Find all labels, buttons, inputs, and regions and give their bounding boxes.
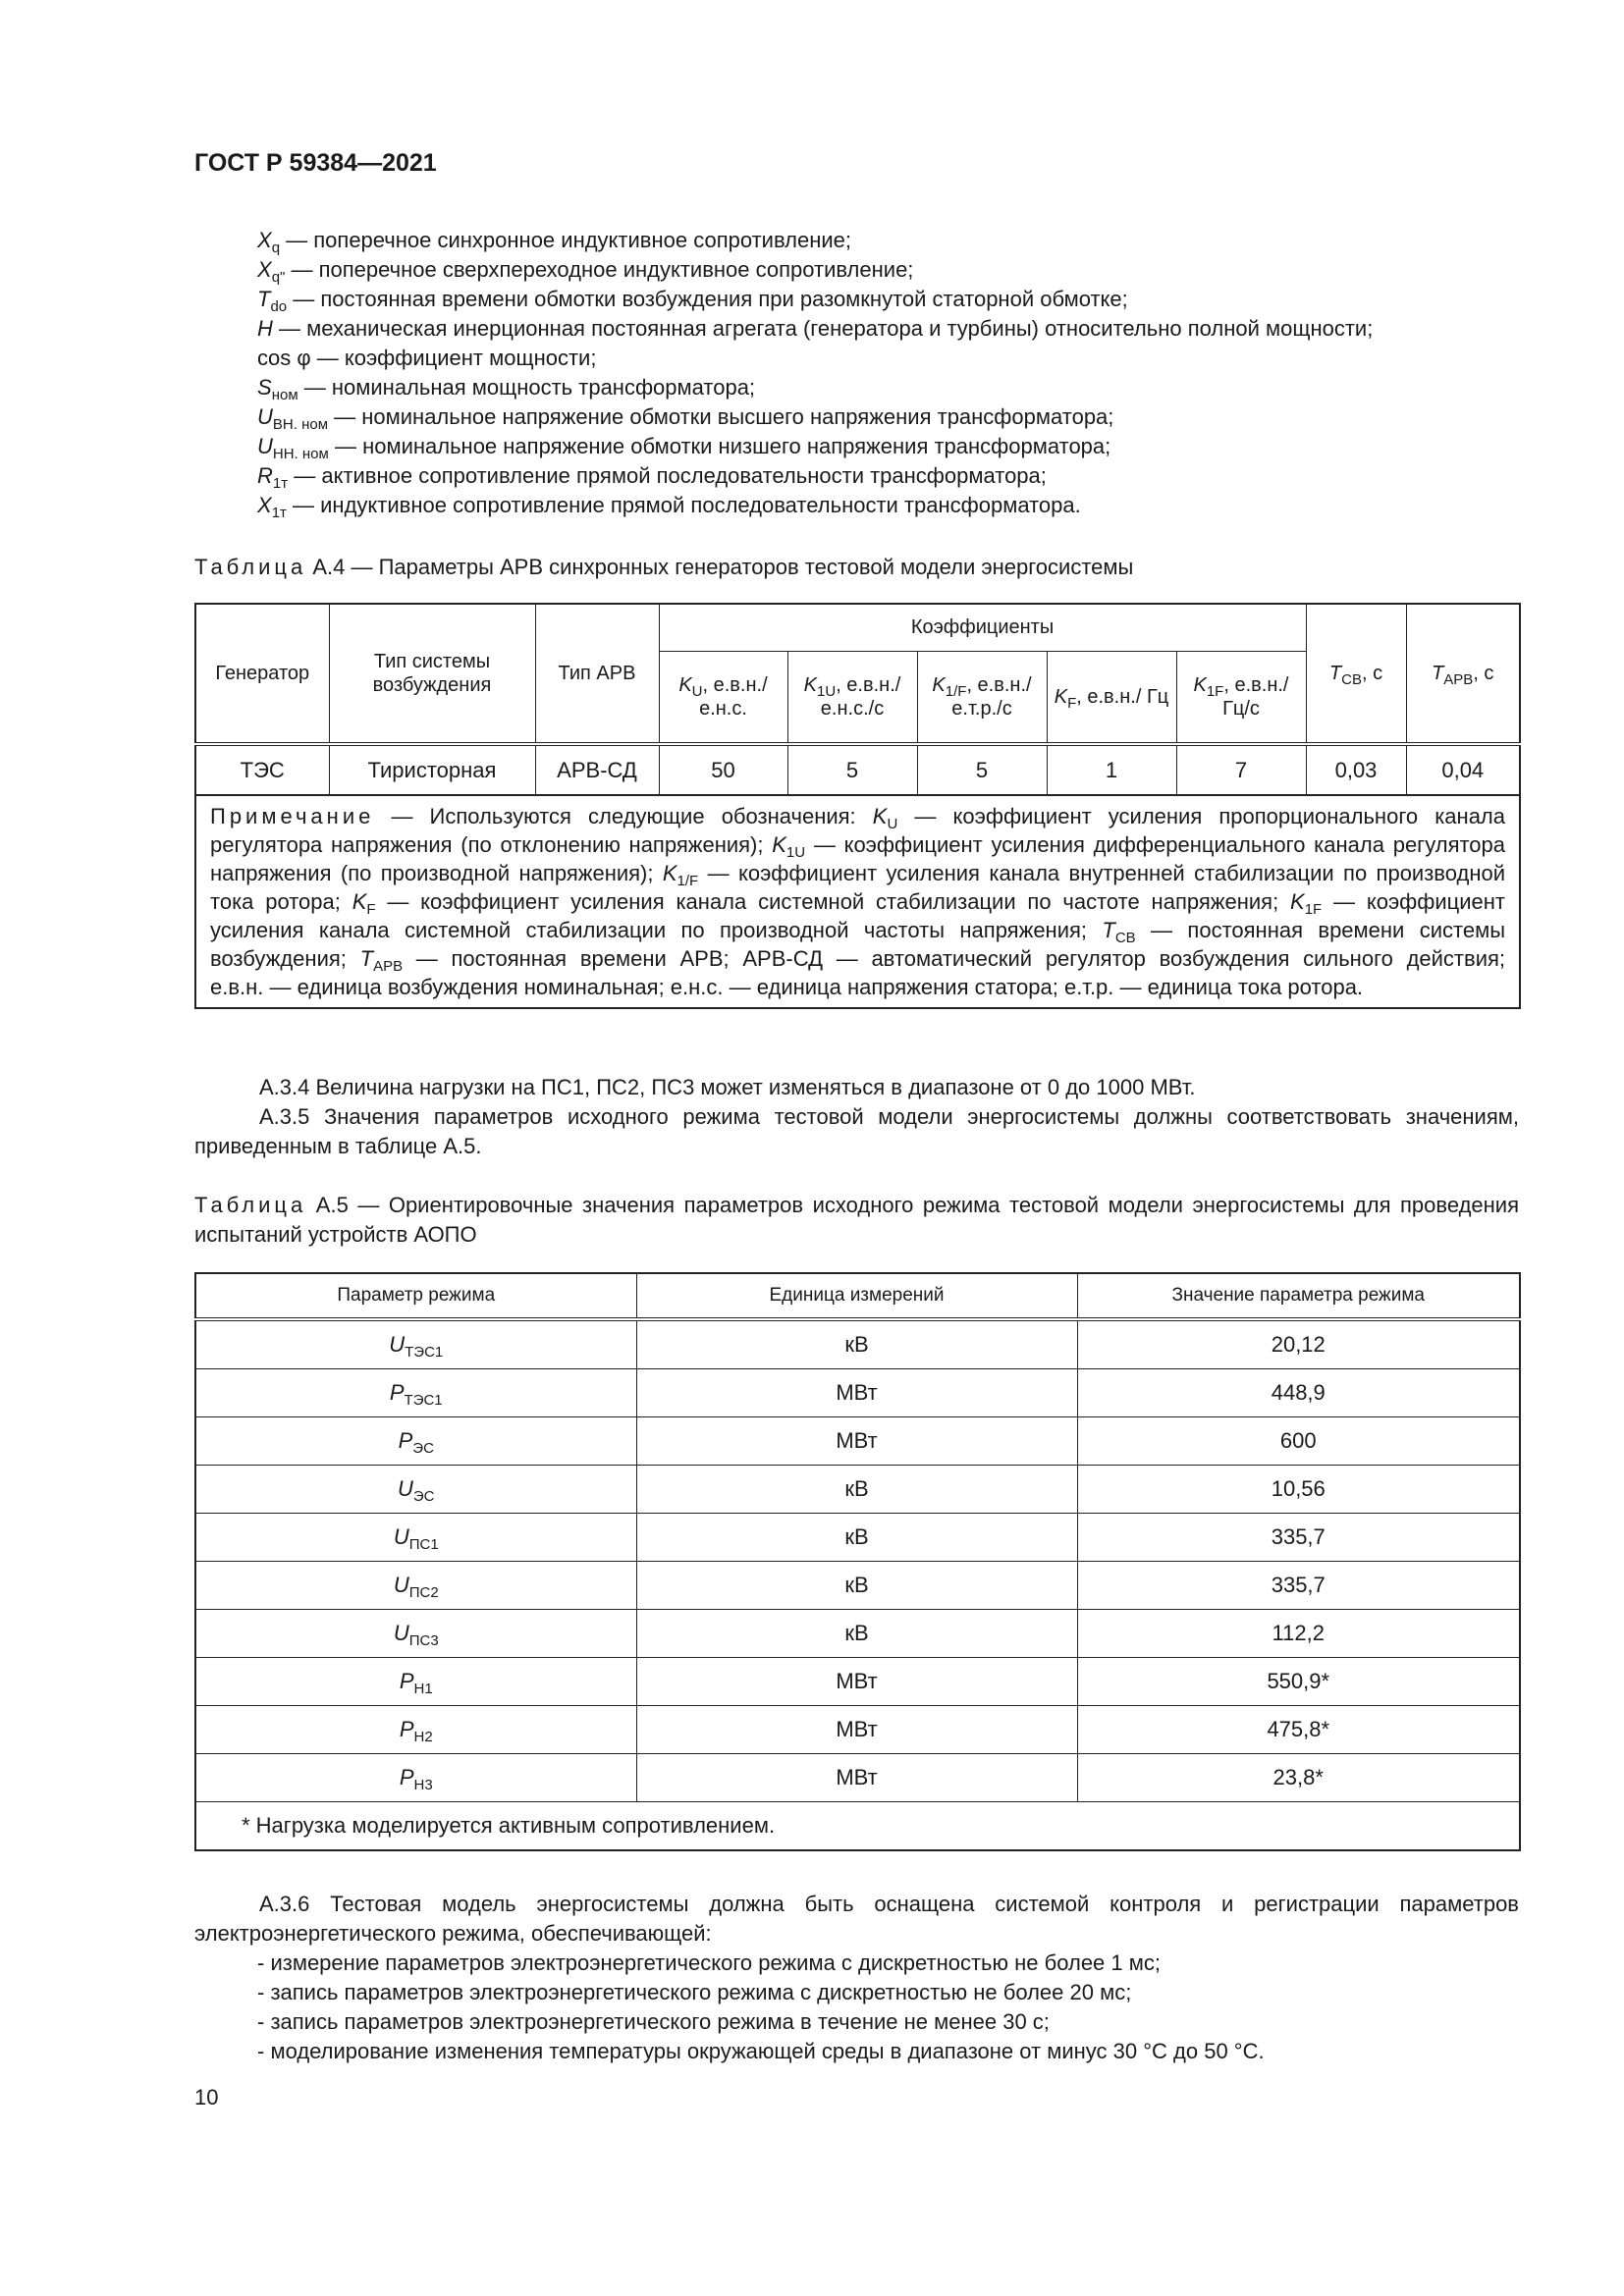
definition-text: — поперечное синхронное индуктивное сопротивление; [280, 228, 851, 252]
value-cell: 10,56 [1077, 1466, 1520, 1514]
definition-item [257, 314, 1524, 344]
header-parameter: Параметр режима [195, 1273, 636, 1319]
symbol: K [662, 861, 677, 885]
note-text: — Используются следующие обозначения: [374, 804, 873, 828]
symbol: U [257, 434, 273, 458]
definition-item [257, 491, 1524, 520]
header-k1f [1176, 651, 1306, 744]
table-row [195, 744, 1520, 795]
symbol: U [397, 1476, 413, 1501]
symbol: U [393, 1524, 409, 1549]
unit-cell: кВ [636, 1514, 1077, 1562]
symbol: P [389, 1380, 405, 1405]
symbol-subscript: ном [271, 387, 298, 403]
definition-text: — механическая инерционная постоянная агрегата (генератора и турбины) относительно полной мощности; [272, 316, 1374, 341]
parameter-cell [195, 1562, 636, 1610]
table-cell: 50 [659, 744, 787, 795]
definition-text: — номинальное напряжение обмотки низшего напряжения трансформатора; [328, 434, 1111, 458]
symbol-subscript: 1U [817, 682, 837, 700]
note-last-line: е.в.н. — единица возбуждения номинальная; е.н.с. — единица напряжения статора; е.т.р. — единица тока ротора. [210, 975, 1364, 999]
symbol-subscript: 1т [271, 505, 287, 521]
unit-cell: кВ [636, 1610, 1077, 1658]
symbol: X [257, 257, 272, 282]
header-excitation: Тип системы возбуждения [329, 604, 535, 744]
note-text: — коэффициент усиления канала внутренней стабилизации по производной тока ротора; [210, 861, 1506, 914]
table-row [195, 1514, 1520, 1562]
table-cell: ТЭС [195, 744, 329, 795]
table-row [195, 1369, 1520, 1417]
symbol-subscript: ПС1 [408, 1536, 439, 1553]
unit-cell: МВт [636, 1658, 1077, 1706]
list-item: - запись параметров электроэнергетического режима в течение не менее 30 с; [257, 2009, 1050, 2034]
definition-text: — индуктивное сопротивление прямой последовательности трансформатора. [286, 493, 1081, 517]
header-ku [659, 651, 787, 744]
symbol-subscript: ТЭС1 [404, 1392, 443, 1409]
note-text: — коэффициент усиления дифференциального канала регулятора напряжения (по производной напряжения); [210, 832, 1506, 885]
paragraph-a35: А.3.5 Значения параметров исходного режима тестовой модели энергосистемы должны соответствовать значениям, приведенным в таблице А.5. [194, 1104, 1519, 1158]
note-word: Примечание [210, 804, 375, 828]
symbol: P [399, 1669, 414, 1693]
parameter-cell [195, 1319, 636, 1369]
symbol-subscript: СВ [1114, 930, 1136, 946]
value-cell: 600 [1077, 1417, 1520, 1466]
symbol: P [398, 1428, 413, 1453]
table-cell: 1 [1047, 744, 1176, 795]
header-arv: Тип АРВ [535, 604, 659, 744]
unit: , с [1473, 663, 1494, 684]
symbol: K [1054, 685, 1068, 708]
symbol-subscript: 1/F [945, 682, 967, 700]
table-cell: 7 [1176, 744, 1306, 795]
unit-cell: МВт [636, 1417, 1077, 1466]
symbol: U [393, 1621, 409, 1645]
symbol-subscript: ПС2 [408, 1584, 439, 1601]
definition-text: — номинальная мощность трансформатора; [298, 375, 756, 400]
header-k1f-inv [917, 651, 1047, 744]
symbol-subscript: ЭС [412, 1440, 434, 1457]
definition-text: — номинальное напряжение обмотки высшего напряжения трансформатора; [328, 404, 1114, 429]
symbol: K [352, 889, 367, 914]
definition-item [257, 255, 1524, 285]
table-cell: Тиристорная [329, 744, 535, 795]
unit-cell: МВт [636, 1706, 1077, 1754]
table-cell: 0,04 [1406, 744, 1520, 795]
symbol: R [257, 463, 273, 488]
caption-word: Таблица [194, 555, 307, 579]
unit-cell: МВт [636, 1369, 1077, 1417]
header-tarv [1406, 604, 1520, 744]
table-row [195, 1706, 1520, 1754]
unit: , е.в.н./ Гц/с [1222, 673, 1289, 720]
definition-text: — активное сопротивление прямой последовательности трансформатора; [288, 463, 1047, 488]
parameter-cell [195, 1514, 636, 1562]
note-text: — постоянная времени АРВ; АРВ-СД — автоматический регулятор возбуждения сильного действия; [403, 946, 1506, 971]
unit-cell: кВ [636, 1466, 1077, 1514]
table-cell: 5 [917, 744, 1047, 795]
symbol: K [678, 673, 692, 696]
symbol: U [393, 1573, 409, 1597]
symbol: H [257, 316, 273, 341]
document-header: ГОСТ Р 59384—2021 [194, 149, 437, 177]
header-generator: Генератор [195, 604, 329, 744]
symbol-subscript: do [270, 298, 288, 315]
list-item: - запись параметров электроэнергетического режима с дискретностью не более 20 мс; [257, 1980, 1132, 2004]
header-k1u [787, 651, 917, 744]
table-cell: 5 [787, 744, 917, 795]
table-row [195, 1610, 1520, 1658]
header-kf [1047, 651, 1176, 744]
symbol-subscript: АРВ [373, 958, 404, 975]
table-a4-note [195, 795, 1520, 1008]
symbol-subscript: U [887, 816, 898, 832]
definition-text: cos φ — коэффициент мощности; [257, 346, 597, 370]
symbol: K [803, 673, 817, 696]
note-text: — постоянная времени системы возбуждения; [210, 918, 1506, 971]
symbol-subscript: Н3 [413, 1777, 433, 1793]
symbol: X [257, 493, 272, 517]
symbol: T [1432, 663, 1444, 684]
symbol: U [389, 1332, 406, 1357]
symbol-subscript: Н1 [413, 1681, 433, 1697]
definition-item [257, 461, 1524, 491]
unit: , е.в.н./ е.т.р./с [951, 673, 1032, 720]
table-cell: АРВ-СД [535, 744, 659, 795]
value-cell: 335,7 [1077, 1514, 1520, 1562]
header-unit: Единица измерений [636, 1273, 1077, 1319]
symbol-subscript: СВ [1341, 671, 1362, 688]
symbol: S [257, 375, 272, 400]
header-tsv [1306, 604, 1406, 744]
table-a5-caption [194, 1191, 1519, 1250]
header-coefficients: Коэффициенты [659, 604, 1306, 651]
symbol: P [399, 1765, 414, 1789]
symbol-subscript: ПС3 [408, 1632, 439, 1649]
symbol-subscript: 1/F [677, 873, 699, 889]
definition-item [257, 373, 1524, 402]
table-row [195, 1658, 1520, 1706]
unit: , с [1361, 663, 1383, 684]
table-a4 [194, 603, 1521, 1009]
symbol-subscript: F [366, 901, 376, 918]
value-cell: 112,2 [1077, 1610, 1520, 1658]
table-row [195, 1754, 1520, 1802]
symbol-subscript: НН. ном [272, 446, 329, 462]
parameter-cell [195, 1706, 636, 1754]
parameter-cell [195, 1658, 636, 1706]
value-cell: 448,9 [1077, 1369, 1520, 1417]
definition-item [257, 432, 1524, 461]
table-row [195, 1466, 1520, 1514]
symbol-subscript: Н2 [413, 1729, 433, 1745]
list-item: - измерение параметров электроэнергетического режима с дискретностью не более 1 мс; [257, 1950, 1161, 1975]
symbol: T [1328, 663, 1342, 684]
symbol-subscript: АРВ [1443, 671, 1474, 688]
header-value: Значение параметра режима [1077, 1273, 1520, 1319]
table-row [195, 1417, 1520, 1466]
value-cell: 23,8* [1077, 1754, 1520, 1802]
table-footnote: * Нагрузка моделируется активным сопротивлением. [195, 1802, 1520, 1851]
caption-word: Таблица [194, 1193, 307, 1217]
unit: , е.в.н./ е.н.с. [699, 673, 768, 720]
symbol: K [872, 804, 888, 828]
unit-cell: МВт [636, 1754, 1077, 1802]
note-text: — коэффициент усиления канала системной стабилизации по производной частоты напряжения; [210, 889, 1506, 942]
symbol-subscript: 1U [785, 844, 806, 861]
definition-item [257, 226, 1524, 255]
table-a4-caption [194, 553, 1519, 582]
table-row [195, 1319, 1520, 1369]
definition-item [257, 402, 1524, 432]
symbol: K [932, 673, 946, 696]
paragraph-a36: А.3.6 Тестовая модель энергосистемы должна быть оснащена системой контроля и регистрации параметров электроэнергетического режима, обеспечивающей: [194, 1892, 1519, 1946]
symbol-subscript: ВН. ном [272, 416, 329, 433]
definition-text: — постоянная времени обмотки возбуждения при разомкнутой статорной обмотке; [287, 287, 1128, 311]
parameter-cell [195, 1369, 636, 1417]
definition-item [257, 344, 1524, 373]
symbol: U [257, 404, 273, 429]
definitions-list [257, 226, 1524, 520]
note-text: — коэффициент усиления пропорционального канала регулятора напряжения (по отклонению напряжения); [210, 804, 1505, 857]
list-item: - моделирование изменения температуры окружающей среды в диапазоне от минус 30 °С до 50 °С. [257, 2039, 1265, 2063]
symbol: X [257, 228, 272, 252]
page-number: 10 [194, 2085, 219, 2109]
symbol: K [772, 832, 786, 857]
unit-cell: кВ [636, 1562, 1077, 1610]
parameter-cell [195, 1417, 636, 1466]
value-cell: 20,12 [1077, 1319, 1520, 1369]
symbol: P [399, 1717, 414, 1741]
symbol-subscript: q [271, 240, 281, 256]
paragraph-a34: А.3.4 Величина нагрузки на ПС1, ПС2, ПС3 может изменяться в диапазоне от 0 до 1000 МВт. [259, 1075, 1196, 1099]
definition-text: — поперечное сверхпереходное индуктивное сопротивление; [285, 257, 914, 282]
symbol-subscript: ЭС [412, 1488, 435, 1505]
symbol: T [1102, 918, 1115, 942]
symbol: K [1290, 889, 1305, 914]
unit-cell: кВ [636, 1319, 1077, 1369]
symbol-subscript: q" [271, 269, 286, 286]
symbol: T [359, 946, 374, 971]
table-a5 [194, 1272, 1521, 1851]
symbol-subscript: 1F [1304, 901, 1323, 918]
caption-text: А.4 — Параметры АРВ синхронных генераторов тестовой модели энергосистемы [306, 555, 1134, 579]
unit: , е.в.н./ Гц [1076, 685, 1169, 708]
parameter-cell [195, 1466, 636, 1514]
value-cell: 475,8* [1077, 1706, 1520, 1754]
requirements-list [257, 1949, 1265, 2066]
symbol: K [1193, 673, 1207, 696]
symbol-subscript: 1т [272, 475, 289, 492]
definition-item [257, 285, 1524, 314]
table-cell: 0,03 [1306, 744, 1406, 795]
symbol-subscript: 1F [1206, 682, 1224, 700]
parameter-cell [195, 1754, 636, 1802]
symbol: T [257, 287, 271, 311]
symbol-subscript: F [1067, 694, 1077, 712]
parameter-cell [195, 1610, 636, 1658]
unit: , е.в.н./ е.н.с./с [820, 673, 901, 720]
caption-text: А.5 — Ориентировочные значения параметров исходного режима тестовой модели энергосистемы для проведения испытаний устройств АОПО [194, 1193, 1519, 1247]
note-text: — коэффициент усиления канала системной стабилизации по частоте напряжения; [375, 889, 1290, 914]
symbol-subscript: ТЭС1 [405, 1344, 444, 1361]
value-cell: 335,7 [1077, 1562, 1520, 1610]
symbol-subscript: U [691, 682, 703, 700]
table-row [195, 1562, 1520, 1610]
value-cell: 550,9* [1077, 1658, 1520, 1706]
